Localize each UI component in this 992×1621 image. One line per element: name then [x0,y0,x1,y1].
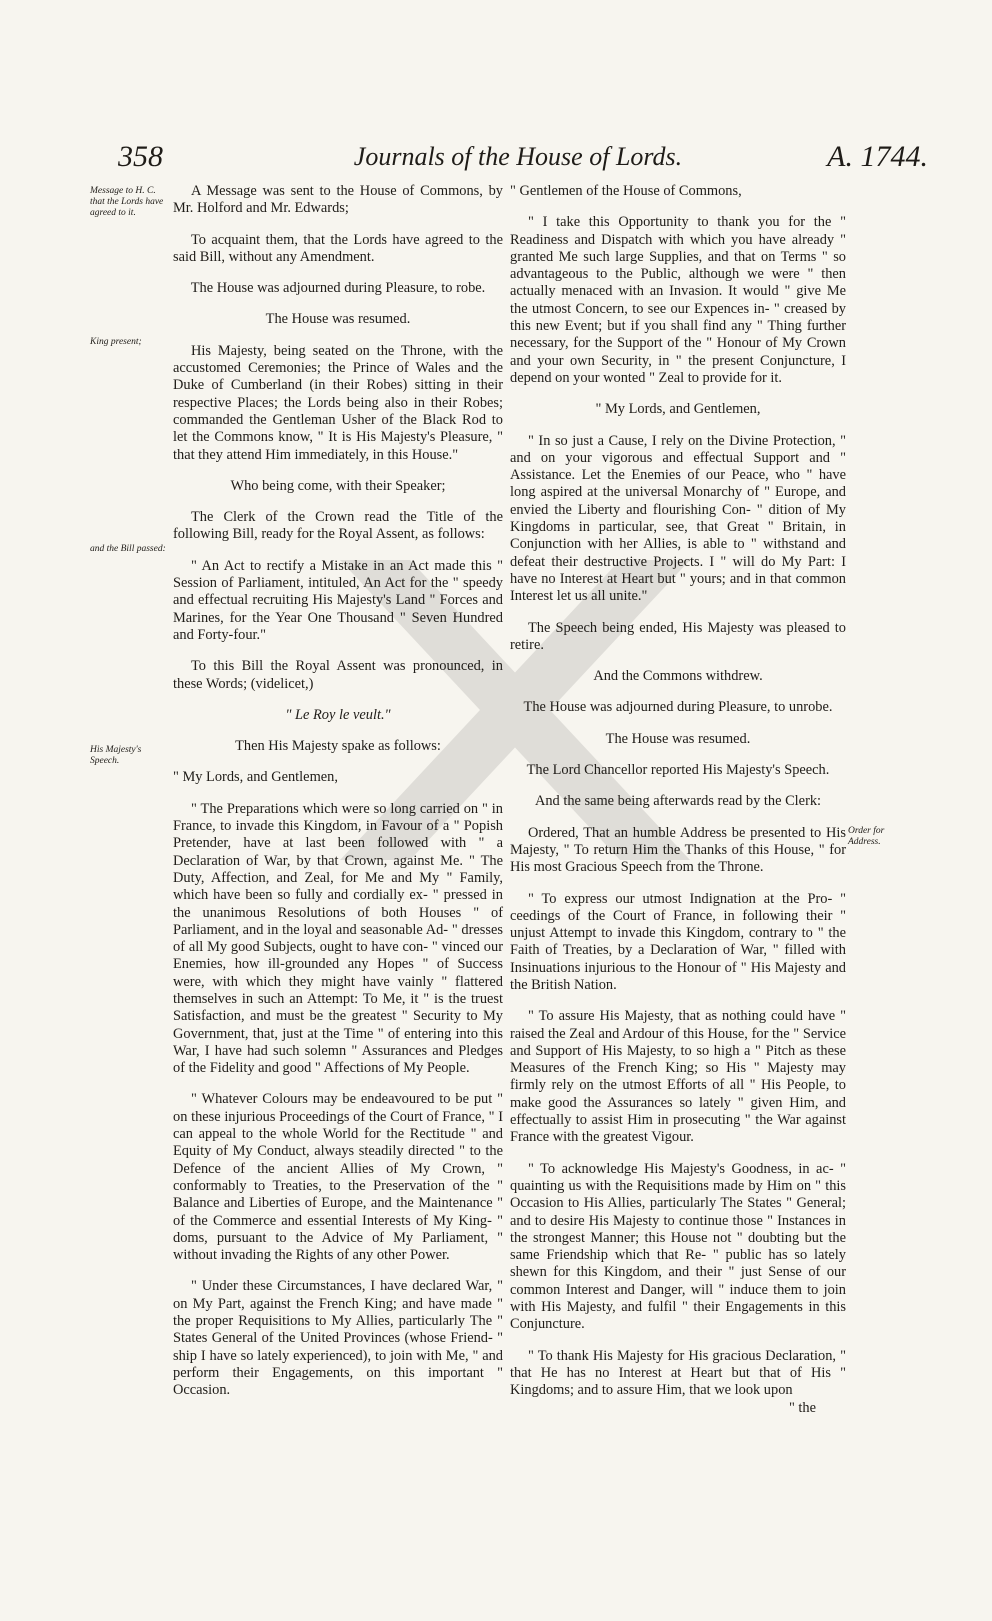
speech-paragraph: " I take this Opportunity to thank you for the " Readiness and Dispatch with which you have already " granted Me such large Supplies, and that on Terms " so advantageous to the Public, although we were " then actually menaced with an Invasion. It would " give Me the utmost Concern, to see our Expences in- " creased by this new Event; but if you shall find any " Thing further necessary, for the Support of the " Honour of My Crown and your own Security, in " the present Conjuncture, I depend on your wonted " Zeal to provide for it. [510,214,846,386]
paragraph: His Majesty, being seated on the Throne, with the accustomed Ceremonies; the Prince of Wales and the Duke of Cumberland (in their Robes) sitting in their respective Places; the Lords being also in their Robes; commanded the Gentleman Usher of the Black Rod to let the Commons know, " It is His Majesty's Pleasure, " that they attend Him immediately, in this House." [173,342,503,463]
address-paragraph: " To thank His Majesty for His gracious Declaration, " that He has no Interest at Heart but that of His " Kingdoms; and to assure Him, that we look upon [510,1347,846,1399]
right-column [510,183,846,1417]
year-label: A. 1744. [827,140,928,173]
paragraph: Who being come, with their Speaker; [230,477,446,494]
address-paragraph: " To acknowledge His Majesty's Goodness, in ac- " quainting us with the Requisitions made by Him on " this Occasion to His Allies, particularly The States " General; and to desire His Majesty to continue those " Instances in the strongest Manner; this House not " doubting but the same Friendship which that Re- " public has so lately shewn for this Kingdom, and their " just Sense of our common Interest and Danger, will " induce them to join with His Majesty, and fulfil " their Engagements in this Conjuncture. [510,1160,846,1333]
paragraph: A Message was sent to the House of Commons, by Mr. Holford and Mr. Edwards; [173,183,503,217]
margin-note-order: Order for Address. [848,826,885,847]
page-header [118,140,928,180]
paragraph: And the same being afterwards read by the Clerk: [534,793,822,810]
royal-assent-words: " Le Roy le veult." [285,706,391,723]
paragraph: And the Commons withdrew. [593,668,763,685]
left-column [173,183,503,1414]
bill-title: " An Act to rectify a Mistake in an Act made this " Session of Parliament, intituled, An Act for the " speedy and effectual recruiting His Majesty's Land " Forces and Marines, for the Year One Thousand " Seven Hundred and Forty-four." [173,557,503,643]
order-paragraph: Ordered, That an humble Address be presented to His Majesty, " To return Him the Thanks of this House, " for His most Gracious Speech from the Throne. [510,824,846,876]
paragraph: The House was adjourned during Pleasure, to unrobe. [523,699,833,716]
address-paragraph: " To express our utmost Indignation at the Pro- " ceedings of the Court of France, in following their " unjust Attempt to invade this Kingdom, contrary to " the Faith of Treaties, by a Declaration of War, " filled with Insinuations injurious to the Honour of " His Majesty and the British Nation. [510,890,846,993]
paragraph: The House was adjourned during Pleasure, to robe. [190,280,486,297]
margin-note-speech: His Majesty's Speech. [90,745,142,766]
speech-paragraph: " Under these Circumstances, I have declared War, " on My Part, against the French King; and have made " the proper Requisitions to My Allies, particularly The " States General of the United Provinces (whose Friend- " ship I have so lately experienced), to join with Me, " and perform their Engagements, on this important " Occasion. [173,1278,503,1399]
paragraph: To this Bill the Royal Assent was pronounced, in these Words; (videlicet,) [173,658,503,692]
paragraph: The Clerk of the Crown read the Title of the following Bill, ready for the Royal Assent, as follows: [173,509,503,543]
speech-paragraph: " In so just a Cause, I rely on the Divine Protection, " and on your vigorous and effectual Support and " Assistance. Let the Enemies of our Peace, who " have long aspired at the universal Monarchy of " Europe, and envied the Liberty and flourishing Con- " dition of My Kingdoms in particular, see, that Great " Britain, in Conjunction with her Allies, is able to " withstand and defeat their destructive Projects. I " will do My Part: I have no Interest at Heart but " yours; and in that common Interest let us all unite." [510,432,846,605]
paragraph: The House was resumed. [265,311,411,328]
speech-salutation: " My Lords, and Gentlemen, [595,401,761,418]
speech-paragraph: " Whatever Colours may be endeavoured to be put " on these injurious Proceedings of the Court of France, " I can appeal to the whole World for the Rectitude " and Equity of My Conduct, always steadily directed " to the Defence of the ancient Allies of My Crown, " conformably to Treaties, to the Preservation of the " Balance and Liberties of Europe, and the Maintenance " of the Commerce and essential Interests of My King- " doms, pursuant to the Advice of My Parliament, " without invading the Rights of any other Power. [173,1091,503,1264]
margin-note-bill-passed: and the Bill passed: [90,544,166,554]
paragraph: The Speech being ended, His Majesty was pleased to retire. [510,619,846,653]
paragraph: The House was resumed. [605,730,751,747]
margin-note-message: Message to H. C. that the Lords have agreed to it. [90,186,164,218]
journal-title: Journals of the House of Lords. [353,142,683,171]
speech-salutation: " Gentlemen of the House of Commons, [510,183,742,199]
speech-salutation: " My Lords, and Gentlemen, [173,769,338,786]
page-number: 358 [118,140,163,173]
paragraph: The Lord Chancellor reported His Majesty's Speech. [526,762,830,779]
address-paragraph: " To assure His Majesty, that as nothing could have " raised the Zeal and Ardour of this House, for the " Service and Support of His Majesty, to so high a " Pitch as these Measures of the French King; so His " Majesty may firmly rely on the utmost Efforts of all " His People, to make good the Assurances so lately " given Him, and effectually to assist Him in prosecuting " the War against France with the greatest Vigour. [510,1008,846,1146]
speech-paragraph: " The Preparations which were so long carried on " in France, to invade this Kingdom, in Favour of a " Popish Pretender, have at last been followed with " a Declaration of War, by that Crown, against Me. " The Duty, Affection, and Zeal, for Me and My " Family, which have been so fully and cordially ex- " pressed in the unanimous Resolutions of both Houses " of Parliament, and in the loyal and seasonable Ad- " dresses of all My good Subjects, ought to have con- " vinced our Enemies, how ill-grounded any Hopes " of Success were, with which they might have vainly " flattered themselves in such an Attempt: To Me, it " is the truest Satisfaction, and must be the greatest " Security to My Government, that, just at the Time " of entering into this War, I have had such solemn " Assurances and Pledges of the Fidelity and good " Affections of My People. [173,800,503,1077]
paragraph: Then His Majesty spake as follows: [235,738,441,755]
margin-note-king-present: King present; [90,337,142,347]
catchword: " the [788,1399,816,1416]
paragraph: To acquaint them, that the Lords have agreed to the said Bill, without any Amendment. [173,231,503,265]
